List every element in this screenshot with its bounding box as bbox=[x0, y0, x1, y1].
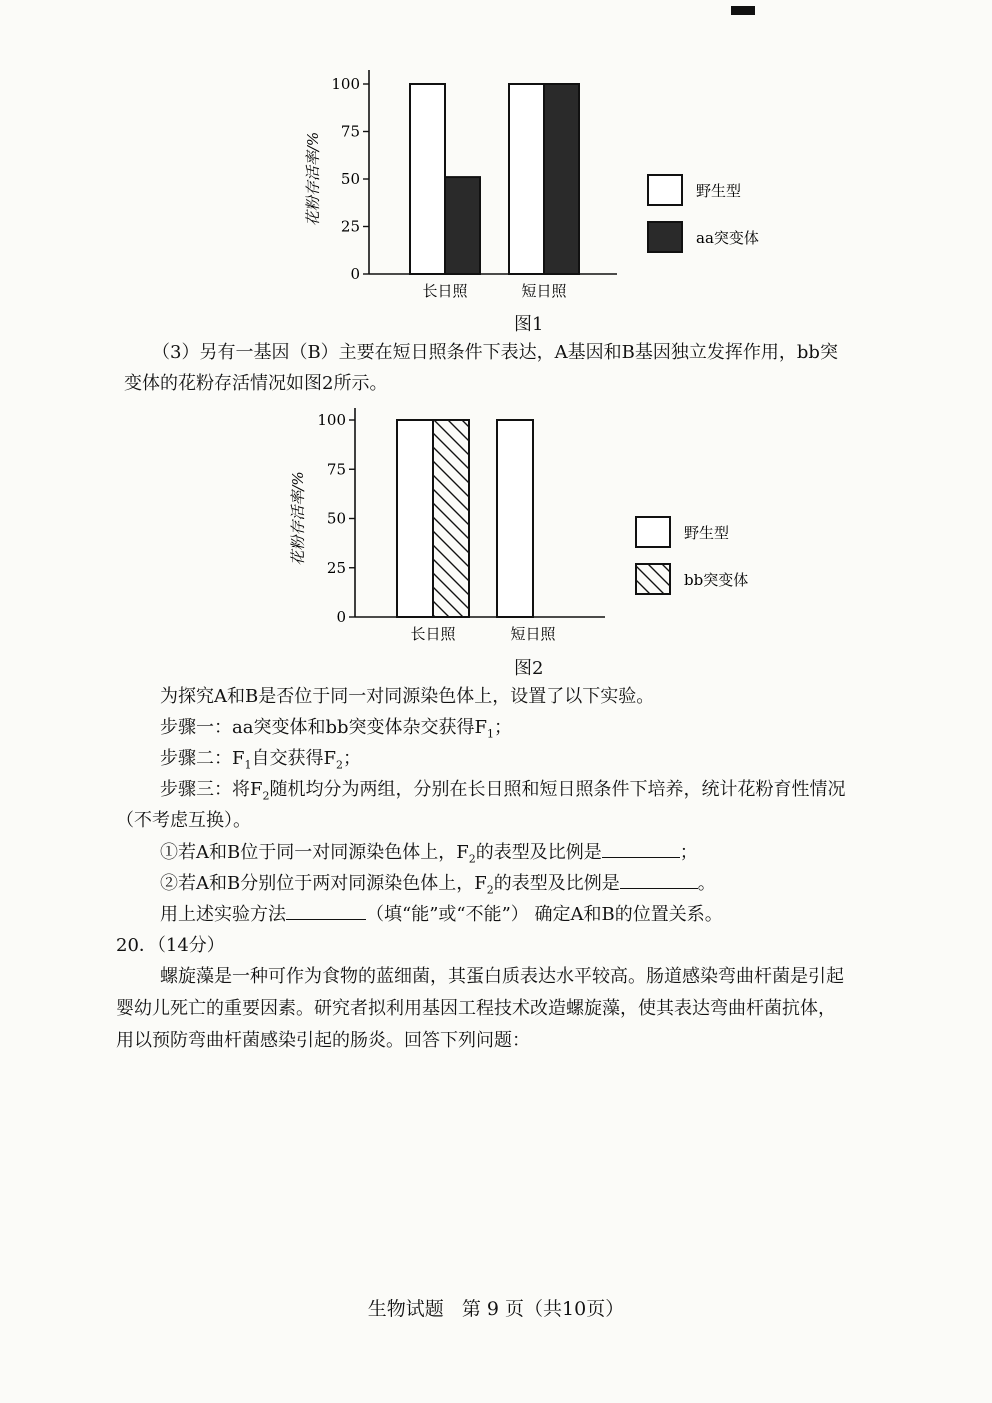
case1: ①若A和B位于同一对同源染色体上，$F_2$的表型及比例是 ； bbox=[160, 842, 698, 866]
y-tick-label: 75 bbox=[326, 460, 346, 479]
q20-line2: 婴幼儿死亡的重要因素。研究者拟利用基因工程技术改造螺旋藻，使其表达弯曲杆菌抗体， bbox=[116, 998, 836, 1019]
q3-line2: 变体的花粉存活情况如图2所示。 bbox=[124, 373, 388, 394]
y-tick-label: 100 bbox=[331, 75, 360, 93]
step2: 步骤二：$F_1$自交获得$F_2$； bbox=[160, 748, 361, 772]
q20-line3: 用以预防弯曲杆菌感染引起的肠炎。回答下列问题： bbox=[116, 1030, 530, 1051]
case2: ②若A和B分别位于两对同源染色体上，$F_2$的表型及比例是 。 bbox=[160, 873, 716, 897]
step3: 步骤三：将$F_2$随机均分为两组，分别在长日照和短日照条件下培养，统计花粉育性情况 bbox=[160, 779, 846, 803]
answer-blank-2[interactable] bbox=[620, 872, 698, 889]
q3-line1: （3）另有一基因（B）主要在短日照条件下表达，A基因和B基因独立发挥作用，bb突 bbox=[152, 342, 838, 363]
page-footer bbox=[0, 1294, 992, 1321]
y-axis-label: 花粉存活率/% bbox=[289, 471, 307, 566]
method-line: 用上述实验方法 （填“能”或“不能”） 确定A和B的位置关系。 bbox=[160, 904, 723, 925]
legend-label: bb突变体 bbox=[684, 571, 749, 589]
answer-blank-1[interactable] bbox=[602, 841, 680, 858]
y-tick-label: 75 bbox=[340, 122, 360, 141]
x-category-label: 短日照 bbox=[521, 282, 567, 300]
x-category-label: 短日照 bbox=[510, 625, 556, 643]
y-tick-label: 25 bbox=[326, 558, 346, 577]
y-tick-label: 50 bbox=[340, 170, 360, 188]
footer-subject: 生物试题 bbox=[367, 1298, 444, 1320]
answer-blank-3[interactable] bbox=[286, 903, 366, 920]
footer-page: 第 9 页（共10页） bbox=[461, 1298, 625, 1320]
legend-label: 野生型 bbox=[684, 524, 730, 542]
figure1-caption: 图1 bbox=[514, 314, 544, 335]
y-tick-label: 50 bbox=[326, 509, 346, 528]
y-tick-label: 25 bbox=[340, 217, 360, 236]
y-axis-label: 花粉存活率/% bbox=[304, 131, 322, 227]
bar-wildtype bbox=[497, 420, 533, 617]
y-tick-label: 0 bbox=[336, 608, 346, 626]
step1: 步骤一：aa突变体和bb突变体杂交获得$F_1$； bbox=[160, 717, 512, 741]
legend-label: aa突变体 bbox=[696, 229, 759, 247]
q20-heading: 20．（14分） bbox=[116, 935, 225, 956]
y-tick-label: 100 bbox=[317, 411, 346, 429]
x-category-label: 长日照 bbox=[410, 625, 456, 643]
step3-line2: （不考虑互换）。 bbox=[116, 810, 251, 831]
q20-line1: 螺旋藻是一种可作为食物的蓝细菌，其蛋白质表达水平较高。肠道感染弯曲杆菌是引起 bbox=[160, 966, 844, 987]
legend-swatch bbox=[636, 564, 670, 594]
legend-swatch bbox=[636, 517, 670, 547]
figure2-caption: 图2 bbox=[514, 658, 544, 679]
experiment-intro: 为探究A和B是否位于同一对同源染色体上，设置了以下实验。 bbox=[160, 686, 655, 707]
bar-wildtype bbox=[397, 420, 433, 617]
bar-mutant bbox=[433, 420, 469, 617]
y-tick-label: 0 bbox=[350, 265, 360, 283]
x-category-label: 长日照 bbox=[422, 282, 468, 300]
legend-label: 野生型 bbox=[696, 182, 742, 200]
